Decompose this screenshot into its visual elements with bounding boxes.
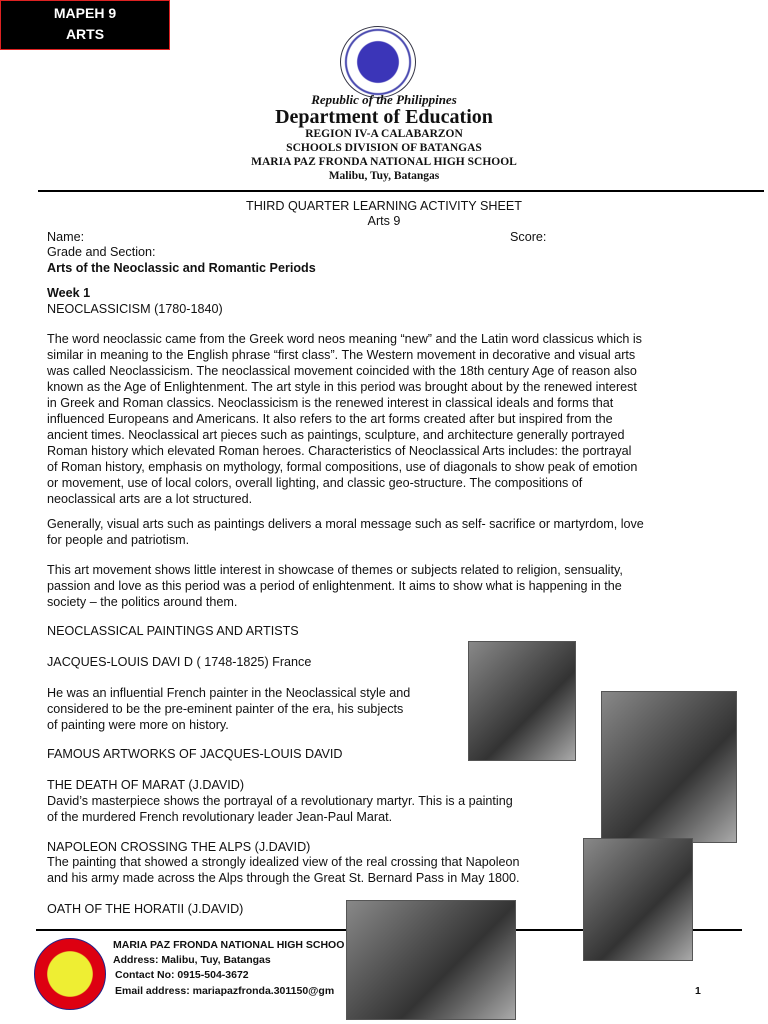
republic-heading: Republic of the Philippines [311,92,457,107]
region-line: REGION IV-A CALABARZON [305,128,463,140]
header-divider [38,190,764,192]
sheet-subject: Arts 9 [367,214,401,228]
subheading: THE DEATH OF MARAT (J.DAVID) [47,778,245,792]
subheading: NAPOLEON CROSSING THE ALPS (J.DAVID) [47,840,311,854]
paragraph: David’s masterpiece shows the portrayal of a revolutionary martyr. This is a painting of the murdered French revolutionary leader Jean-Paul Marat. [47,794,513,824]
school-line: MARIA PAZ FRONDA NATIONAL HIGH SCHOOL [251,156,517,168]
subheading: NEOCLASSICAL PAINTINGS AND ARTISTS [47,624,299,638]
subheading: FAMOUS ARTWORKS OF JACQUES-LOUIS DAVID [47,747,343,761]
oath-of-horatii-image [346,900,516,1020]
topic-title: Arts of the Neoclassic and Romantic Periods [47,261,316,275]
footer-school: MARIA PAZ FRONDA NATIONAL HIGH SCHOO [113,939,345,951]
footer-contact: Contact No: 0915-504-3672 [115,969,249,981]
grade-label: Grade and Section: [47,245,156,259]
sheet-title: THIRD QUARTER LEARNING ACTIVITY SHEET [246,199,522,213]
badge-line2: ARTS [65,26,105,42]
paragraph: Generally, visual arts such as paintings delivers a moral message such as self- sacrifice or martyrdom, love for people and patriotism. [47,517,644,547]
death-of-marat-image [601,691,737,843]
deped-seal-logo [340,26,416,98]
paragraph: This art movement shows little interest in showcase of themes or subjects related to religion, sensuality, passion and love as this period was a period of enlightenment. It aims to show what is happening in the society – the politics around them. [47,563,623,609]
subheading: OATH OF THE HORATII (J.DAVID) [47,902,244,916]
footer-email: Email address: mariapazfronda.301150@gm [115,985,335,997]
subject-badge [0,0,170,50]
school-logo [34,938,106,1010]
paragraph: He was an influential French painter in the Neoclassical style and considered to be the pre-eminent painter of the era, his subjects of painting were more on history. [47,686,411,732]
footer-address: Address: Malibu, Tuy, Batangas [113,954,271,966]
napoleon-crossing-alps-image [583,838,693,961]
david-portrait-image [468,641,576,761]
subheading: JACQUES-LOUIS DAVI D ( 1748-1825) France [47,655,312,669]
paragraph: The painting that showed a strongly idealized view of the real crossing that Napoleon and his army made across the Alps through the Great St. Bernard Pass in May 1800. [47,855,520,885]
division-line: SCHOOLS DIVISION OF BATANGAS [286,142,482,154]
score-label: Score: [510,230,547,244]
week-label: Week 1 [47,286,91,300]
address-line: Malibu, Tuy, Batangas [328,170,440,182]
section-heading: NEOCLASSICISM (1780-1840) [47,302,223,316]
page-number: 1 [695,985,701,997]
name-label: Name: [47,230,85,244]
badge-line1: MAPEH 9 [53,5,117,21]
department-heading: Department of Education [275,106,493,128]
paragraph: The word neoclassic came from the Greek word neos meaning “new” and the Latin word classicus which is similar in meaning to the English phrase “first class”. The Western movement in decorative and visual arts was called Neoclassicism. The neoclassical movement coincided with the 18th century Age of reason also known as the Age of Enlightenment. The art style in this period was brought about by the renewed interest in Greek and Roman classics. Neoclassicism is the renewed interest in classical ideals and forms that influenced Europeans and Americans. It also refers to the art forms created after but inspired from the ancient times. Neoclassical art pieces such as paintings, sculpture, and architecture generally portrayed Roman history which elevated Roman heroes. Characteristics of Neoclassical Arts includes: the portrayal of Roman history, emphasis on mythology, formal compositions, use of diagonals to show peak of emotion or movement, use of local colors, overall lighting, and classic geo-structure. The compositions of neoclassical arts are a lot structured. [47,332,642,506]
